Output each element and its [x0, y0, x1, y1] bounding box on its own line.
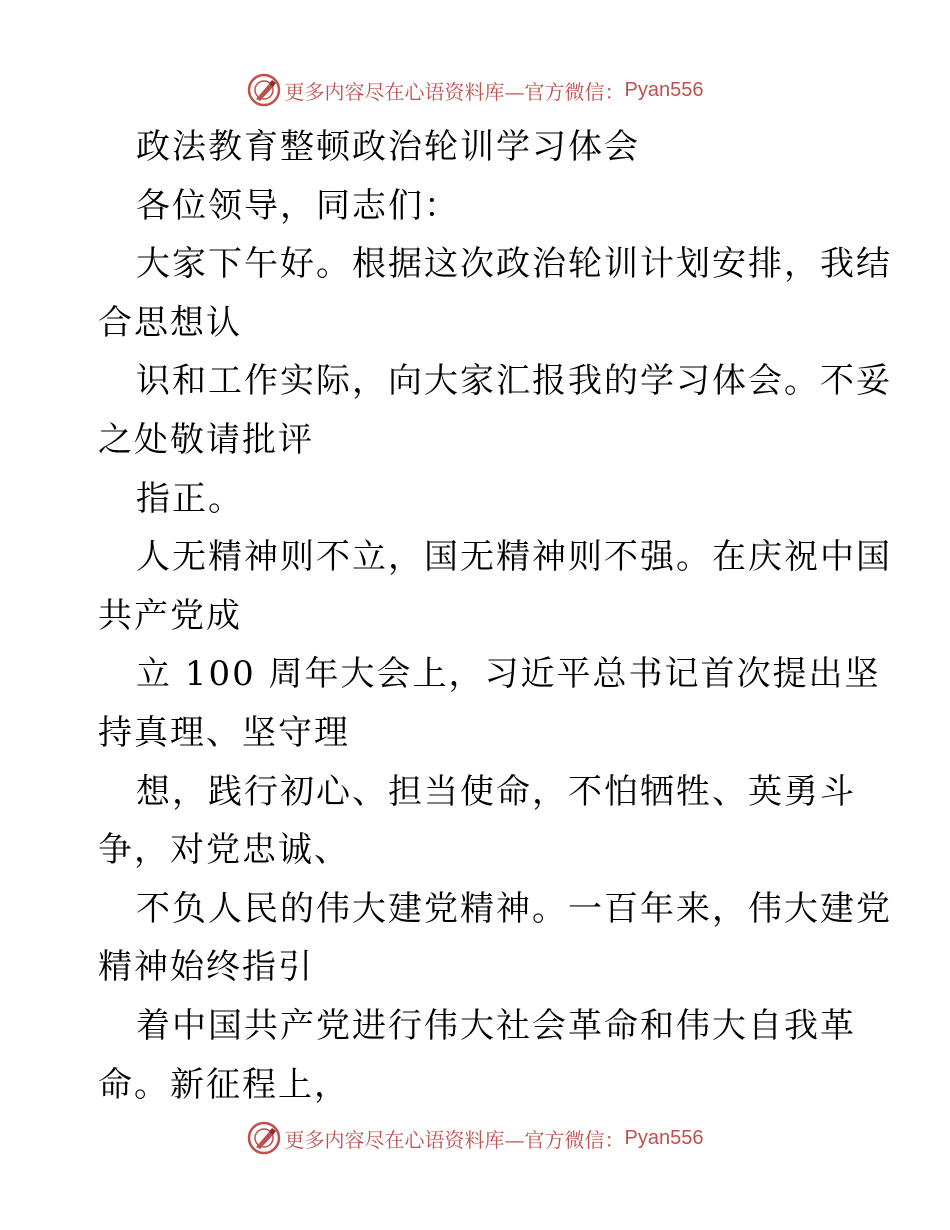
- text-line: 政法教育整顿政治轮训学习体会: [136, 127, 640, 167]
- text-line: 命。新征程上，: [98, 1064, 350, 1105]
- text-line: 合思想认: [98, 302, 242, 343]
- watermark-wechat-id: Pyan556: [624, 1126, 704, 1149]
- text-line: 各位领导，同志们：: [136, 185, 460, 226]
- pen-logo-icon: [247, 1121, 281, 1155]
- text-line: 精神始终指引: [98, 947, 314, 988]
- watermark-wechat-id: Pyan556: [624, 78, 704, 101]
- text-line: 想，践行初心、担当使命，不怕牺牲、英勇斗: [136, 771, 856, 812]
- text-line: 不负人民的伟大建党精神。一百年来，伟大建党: [136, 888, 892, 929]
- text-line: 争，对党忠诚、: [98, 830, 350, 871]
- header-watermark: [0, 70, 950, 110]
- text-line: 持真理、坚守理: [98, 712, 350, 753]
- text-line: 人无精神则不立，国无精神则不强。在庆祝中国: [136, 537, 892, 578]
- text-line: 立 100 周年大会上，习近平总书记首次提出坚: [136, 654, 881, 695]
- pen-logo-icon: [247, 73, 281, 107]
- watermark-text: 更多内容尽在心语资料库—官方微信：: [284, 79, 625, 104]
- document-body: [98, 118, 892, 1114]
- text-line: 大家下午好。根据这次政治轮训计划安排，我结: [136, 244, 892, 285]
- footer-watermark: [0, 1118, 950, 1158]
- text-line: 着中国共产党进行伟大社会革命和伟大自我革: [136, 1005, 856, 1046]
- text-line: 指正。: [136, 478, 244, 519]
- watermark-text: 更多内容尽在心语资料库—官方微信：: [284, 1127, 625, 1152]
- text-line: 之处敬请批评: [98, 419, 314, 460]
- text-line: 识和工作实际，向大家汇报我的学习体会。不妥: [136, 361, 892, 402]
- text-line: 共产党成: [98, 595, 242, 636]
